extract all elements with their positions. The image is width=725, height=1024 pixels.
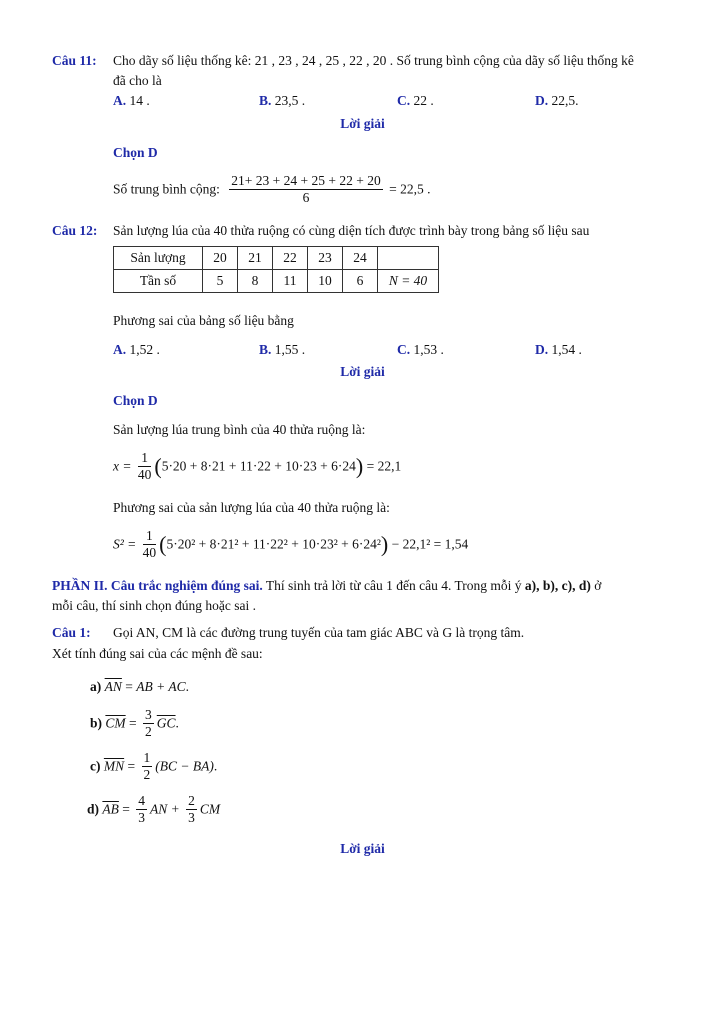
table-cell: 10 [308, 270, 343, 293]
option-a [113, 93, 150, 109]
statement-tail: . [175, 715, 179, 731]
relation: = [122, 801, 130, 817]
fraction-denominator: 3 [138, 810, 146, 825]
fraction-numerator: 21+ 23 + 24 + 25 + 22 + 20 [231, 173, 381, 188]
fraction-numerator: 1 [143, 528, 157, 545]
solution-title: Lời giải [340, 841, 385, 856]
part-2-intro-line2: mỗi câu, thí sinh chọn đúng hoặc sai . [52, 598, 256, 613]
statement-tail: . [213, 758, 218, 774]
mean-fraction [138, 450, 152, 483]
statement-key: b) [90, 715, 103, 731]
option-key: D. [535, 342, 549, 357]
table-row [114, 247, 439, 270]
variance-label: Phương sai của sản lượng lúa của 40 thửa ruộng là: [113, 500, 390, 515]
fraction-denominator: 40 [137, 467, 152, 482]
option-value: 22,5. [551, 93, 579, 108]
table-row [114, 270, 439, 293]
part-2-title: PHẦN II. Câu trắc nghiệm đúng sai. [52, 578, 263, 593]
option-key: B. [259, 342, 272, 357]
fraction-denominator: 2 [145, 724, 152, 739]
option-key: C. [397, 342, 411, 357]
statement-d [87, 793, 220, 826]
mean-work [113, 173, 430, 206]
table-cell: 11 [273, 270, 308, 293]
option-d [535, 93, 579, 109]
option-b [259, 342, 305, 358]
coefficient-fraction [142, 750, 153, 783]
answer-choice: Chọn D [113, 393, 158, 408]
fraction-denominator: 2 [143, 767, 151, 782]
table-cell: 8 [238, 270, 273, 293]
vector-rhs: AB + AC [136, 679, 186, 694]
option-value: 14 . [129, 93, 150, 108]
question-11-label: Câu 11: [52, 53, 97, 68]
option-key: B. [259, 93, 272, 108]
relation: = [127, 758, 136, 774]
mean-lhs: x = [113, 458, 132, 474]
vector-lhs: $\overline{AB}$ [102, 801, 119, 817]
vector-rhs: $\overline{GC}$ [156, 715, 176, 731]
option-d [535, 342, 582, 358]
option-value: 1,52 . [129, 342, 160, 357]
statement-a [90, 679, 189, 695]
question-1-instruction: Xét tính đúng sai của các mệnh đề sau: [52, 646, 263, 661]
vector-rhs: AN + [150, 801, 180, 817]
question-1-text: Gọi AN, CM là các đường trung tuyến của tam giác ABC và G là trọng tâm. [113, 625, 525, 640]
statement-tail: . [185, 679, 189, 694]
option-c [397, 342, 444, 358]
option-key: A. [113, 342, 127, 357]
table-cell: 6 [343, 270, 378, 293]
vector-rhs-2: CM [199, 801, 221, 817]
table-cell: 21 [238, 247, 273, 270]
table-cell: 5 [203, 270, 238, 293]
mean-label: Sản lượng lúa trung bình của 40 thửa ruộng là: [113, 422, 366, 437]
vector-lhs: $\overline{CM}$ [105, 715, 126, 731]
fraction-denominator: 6 [302, 190, 310, 205]
statement-key: c) [90, 758, 101, 774]
variance-fraction [143, 528, 157, 561]
frequency-table [113, 246, 439, 293]
mean-fraction [229, 173, 382, 206]
solution-title: Lời giải [340, 116, 385, 131]
option-key: A. [113, 93, 127, 108]
solution-title: Lời giải [340, 364, 385, 379]
table-cell: 23 [308, 247, 343, 270]
question-1-label: Câu 1: [52, 625, 91, 640]
work-result: = 22,5 . [389, 181, 431, 197]
variance-formula: S² = $\frac{1}{40}$ (5·20² + 8·21² + 11·22² + 10·23² + 6·24²) − 22,1² = 1,54 [113, 528, 469, 560]
mean-formula: x = $\frac{1}{40}$ (5·20 + 8·21 + 11·22 + 10·23 + 6·24) = 22,1 [113, 450, 402, 482]
option-value: 23,5 . [274, 93, 306, 108]
option-b [259, 93, 305, 109]
question-12-prompt: Phương sai của bảng số liệu bằng [113, 313, 294, 328]
statement-c [90, 750, 217, 783]
fraction-numerator: 1 [143, 750, 151, 765]
option-key: D. [535, 93, 549, 108]
question-11-text: Cho dãy số liệu thống kê: 21 , 23 , 24 , 25 , 22 , 20 . Số trung bình cộng của dãy số liệu thống kê [113, 53, 634, 68]
fraction-numerator: 4 [138, 793, 146, 808]
table-cell: Sản lượng [114, 247, 203, 270]
question-12-text: Sản lượng lúa của 40 thửa ruộng có cùng diện tích được trình bày trong bảng số liệu sau [113, 223, 590, 238]
table-cell: 24 [343, 247, 378, 270]
mean-result: = 22,1 [366, 458, 402, 474]
table-cell: Tần số [114, 270, 203, 293]
fraction-numerator: 1 [138, 450, 152, 467]
statement-key: a) [90, 679, 102, 694]
option-value: 22 . [413, 93, 434, 108]
fraction-numerator: 3 [145, 707, 152, 722]
coefficient-fraction [136, 793, 147, 826]
vector-lhs: $\overline{AN}$ [104, 679, 122, 694]
vector-rhs: (BC − BA) [155, 758, 214, 774]
statement-b [90, 707, 179, 740]
variance-result: − 22,1² = 1,54 [391, 536, 469, 552]
part-2-intro-end: ở [590, 578, 602, 593]
work-label: Số trung bình cộng: [113, 181, 220, 197]
mean-expression: 5·20 + 8·21 + 11·22 + 10·23 + 6·24 [161, 458, 356, 474]
part-2-intro [52, 578, 601, 594]
relation: = [129, 715, 137, 731]
table-cell [378, 247, 439, 270]
fraction-denominator: 40 [142, 545, 157, 560]
option-value: 1,55 . [274, 342, 306, 357]
statement-key: d) [87, 801, 100, 817]
coefficient-fraction-2 [186, 793, 197, 826]
variance-lhs: S² = [113, 536, 137, 552]
table-cell: 22 [273, 247, 308, 270]
vector-lhs: $\overline{MN}$ [103, 758, 125, 774]
table-cell: 20 [203, 247, 238, 270]
fraction-denominator: 3 [188, 810, 195, 825]
option-a [113, 342, 160, 358]
option-value: 1,54 . [551, 342, 582, 357]
question-11-text-line2: đã cho là [113, 73, 162, 88]
variance-expression: 5·20² + 8·21² + 11·22² + 10·23² + 6·24² [166, 536, 381, 552]
option-value: 1,53 . [413, 342, 444, 357]
option-c [397, 93, 434, 109]
answer-choice: Chọn D [113, 145, 158, 160]
table-cell: N = 40 [378, 270, 439, 293]
option-key: C. [397, 93, 411, 108]
part-2-intro-bold: a), b), c), d) [524, 578, 591, 593]
relation: = [125, 679, 133, 694]
fraction-numerator: 2 [188, 793, 195, 808]
part-2-intro-text: Thí sinh trả lời từ câu 1 đến câu 4. Trong mỗi ý [262, 578, 525, 593]
question-12-label: Câu 12: [52, 223, 98, 238]
coefficient-fraction [143, 707, 154, 740]
